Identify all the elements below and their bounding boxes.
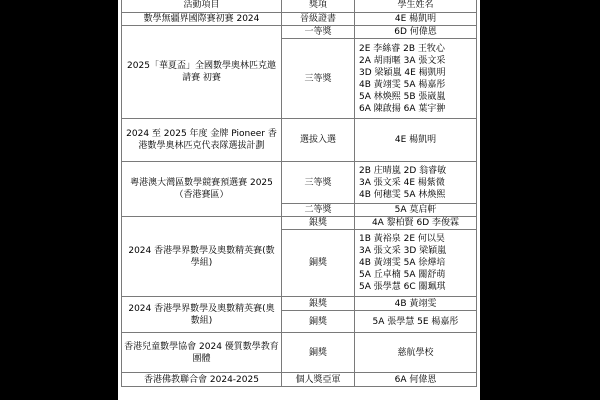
award-cell: 晉級證書: [282, 13, 355, 26]
student-line: 6D 何偉恩: [394, 27, 437, 37]
activity-cell: 2024 至 2025 年度 金牌 Pioneer 香港數學奧林匹克代表隊選拔計劃: [122, 119, 282, 162]
header-activity: 活動項目: [122, 0, 282, 13]
award-cell: 選拔入選: [282, 119, 355, 162]
award-cell: 銅獎: [282, 333, 355, 373]
table-row: [122, 333, 477, 373]
student-line: 3A 張文采 3D 梁穎嵐: [359, 246, 447, 256]
student-line: 5A 張學慧 5E 楊嘉彤: [372, 316, 459, 327]
students-cell: [355, 26, 477, 39]
award-cell: 銀獎: [282, 297, 355, 311]
students-cell: [355, 373, 477, 387]
activity-cell: 2024 香港學界數學及奧數精英賽(數學組): [122, 217, 282, 297]
student-line: 4B 黃翊雯: [394, 298, 437, 309]
table-header-row: [122, 0, 477, 13]
student-line: 1B 黃裕泉 2E 何以昊: [359, 234, 445, 244]
students-cell: [355, 230, 477, 297]
student-line: 2E 李絲睿 2B 王牧心: [359, 43, 445, 54]
student-line: 4E 楊凱明: [394, 135, 437, 145]
table-row: [122, 297, 477, 311]
header-students: 學生姓名: [355, 0, 477, 13]
table-row: [122, 217, 477, 230]
student-line: 2B 庄晴嵐 2D 翁睿敏: [359, 165, 447, 176]
student-line: 4A 黎柏賢 6D 李俊霖: [371, 218, 460, 228]
students-cell: [355, 217, 477, 230]
award-cell: 二等獎: [282, 204, 355, 217]
activity-cell: 數學無疆界國際賽初賽 2024: [122, 13, 282, 26]
award-cell: 個人獎亞軍: [282, 373, 355, 387]
activity-cell: 香港佛教聯合會 2024-2025: [122, 373, 282, 387]
students-cell: [355, 39, 477, 119]
student-line: 慈航學校: [397, 347, 434, 358]
award-cell: 銅獎: [282, 230, 355, 297]
activity-cell: 2025「華夏盃」全國數學奧林匹克邀請賽 初賽: [122, 26, 282, 119]
student-line: 5A 丘卓楠 5A 關舒萌: [359, 270, 446, 280]
table-row: [122, 13, 477, 26]
student-line: 4B 黃翊雯 5A 楊嘉彤: [359, 79, 446, 90]
award-cell: 一等獎: [282, 26, 355, 39]
award-cell: 銅獎: [282, 311, 355, 333]
students-cell: [355, 204, 477, 217]
student-line: 4B 黃翊雯 5A 徐燁培: [359, 258, 446, 268]
table-row: [122, 26, 477, 39]
students-cell: [355, 162, 477, 204]
student-line: 5A 張學慧 6C 關珮琪: [359, 282, 446, 292]
students-cell: [355, 119, 477, 162]
student-line: 6A 何偉恩: [394, 374, 437, 385]
activity-cell: 2024 香港學界數學及奧數精英賽(奧數組): [122, 297, 282, 333]
students-cell: [355, 297, 477, 311]
students-cell: [355, 333, 477, 373]
award-cell: 三等獎: [282, 162, 355, 204]
student-line: 5A 林煥熙 5B 張崴嵐: [359, 91, 446, 102]
student-line: 6A 陳啟揚 6A 葉宇翀: [359, 103, 446, 114]
header-award: 獎項: [282, 0, 355, 13]
students-cell: [355, 13, 477, 26]
awards-table: [121, 0, 477, 387]
award-cell: 三等獎: [282, 39, 355, 119]
students-cell: [355, 311, 477, 333]
student-line: 5A 莫启軒: [394, 205, 437, 215]
student-line: 4E 楊凱明: [394, 14, 437, 24]
award-cell: 銀獎: [282, 217, 355, 230]
activity-cell: 粵港澳大灣區數學競賽預選賽 2025（香港賽區）: [122, 162, 282, 217]
table-row: [122, 119, 477, 162]
student-line: 3D 梁穎嵐 4E 楊凱明: [359, 67, 446, 78]
document-page: [118, 0, 480, 400]
activity-cell: 香港兒童數學協會 2024 優質數學教育團體: [122, 333, 282, 373]
table-row: [122, 373, 477, 387]
student-line: 3A 張文采 4E 楊紫微: [359, 177, 445, 188]
table-row: [122, 162, 477, 204]
student-line: 2A 胡雨暱 3A 張文采: [359, 55, 446, 66]
student-line: 4B 何穗雯 5A 林煥熙: [359, 189, 446, 200]
